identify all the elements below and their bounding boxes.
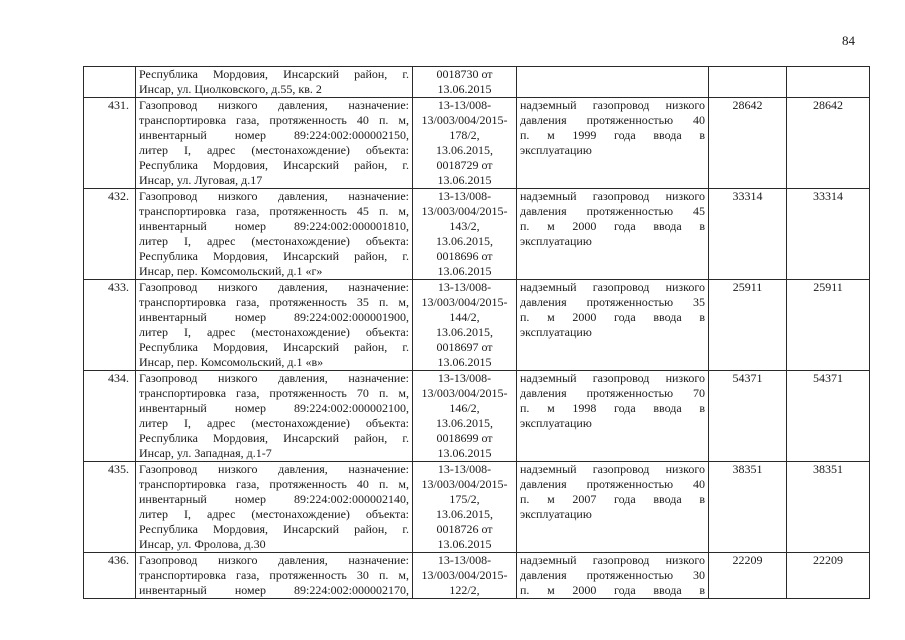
value-cell: 22209 xyxy=(709,553,787,599)
value-cell: 38351 xyxy=(709,462,787,553)
description-cell xyxy=(517,462,709,553)
reg-line: 13.06.2015 xyxy=(437,446,492,460)
description-cell xyxy=(517,553,709,599)
continuation-row xyxy=(84,67,870,98)
reg-line: 13.06.2015 xyxy=(437,82,492,96)
reg-line: 0018697 от xyxy=(436,340,493,354)
registration-cell xyxy=(413,462,517,553)
reg-line: 13/003/004/2015- xyxy=(421,477,508,491)
description-line: эксплуатацию xyxy=(520,143,592,157)
description-line: давления протяженностью 30 xyxy=(520,568,705,582)
description-line: эксплуатацию xyxy=(520,234,592,248)
name-line: Газопровод низкого давления, назначение: xyxy=(139,371,409,385)
description-cell xyxy=(517,280,709,371)
reg-line: 13-13/008- xyxy=(437,280,492,294)
value-cell: 28642 xyxy=(709,98,787,189)
name-line: литер I, адрес (местонахождение) объекта: xyxy=(139,325,409,339)
value-cell: 33314 xyxy=(787,189,870,280)
name-line: транспортировка газа, протяженность 70 п. м, xyxy=(139,386,409,400)
row-number-cell: 432. xyxy=(84,189,136,280)
page-number: 84 xyxy=(842,33,855,48)
object-name-cell xyxy=(136,67,413,98)
reg-line: 143/2, xyxy=(449,219,480,233)
property-table xyxy=(83,66,870,599)
name-line: Инсар, ул. Западная, д.1-7 xyxy=(139,446,272,460)
reg-line: 13-13/008- xyxy=(437,553,492,567)
name-line: инвентарный номер 89:224:002:000001810, xyxy=(139,219,409,233)
reg-line: 13/003/004/2015- xyxy=(421,204,508,218)
description-cell xyxy=(517,98,709,189)
reg-line: 0018729 от xyxy=(436,158,493,172)
row-number-cell: 434. xyxy=(84,371,136,462)
reg-line: 146/2, xyxy=(449,401,480,415)
description-line: давления протяженностью 40 xyxy=(520,113,705,127)
reg-line: 13.06.2015, xyxy=(436,507,493,521)
name-line: Инсар, пер. Комсомольский, д.1 «г» xyxy=(139,264,323,278)
row-number-cell: 431. xyxy=(84,98,136,189)
reg-line: 13-13/008- xyxy=(437,371,492,385)
name-line: Газопровод низкого давления, назначение: xyxy=(139,189,409,203)
reg-line: 13.06.2015 xyxy=(437,264,492,278)
reg-line: 178/2, xyxy=(449,128,480,142)
description-line: давления протяженностью 35 xyxy=(520,295,705,309)
value-cell: 22209 xyxy=(787,553,870,599)
name-line: Республика Мордовия, Инсарский район, г. xyxy=(139,522,409,536)
description-cell xyxy=(517,189,709,280)
object-name-cell xyxy=(136,371,413,462)
name-line: транспортировка газа, протяженность 35 п. м, xyxy=(139,295,409,309)
name-line: транспортировка газа, протяженность 30 п. м, xyxy=(139,568,409,582)
name-line: литер I, адрес (местонахождение) объекта: xyxy=(139,234,409,248)
value-cell: 25911 xyxy=(787,280,870,371)
description-line: п. м 1998 года ввода в xyxy=(520,401,705,415)
object-name-cell xyxy=(136,189,413,280)
row-number-cell: 436. xyxy=(84,553,136,599)
description-line: п. м 2000 года ввода в xyxy=(520,219,705,233)
description-line: п. м 2007 года ввода в xyxy=(520,492,705,506)
name-line: Инсар, пер. Комсомольский, д.1 «в» xyxy=(139,355,324,369)
registration-cell xyxy=(413,553,517,599)
name-line: Республика Мордовия, Инсарский район, г. xyxy=(139,340,409,354)
name-line: Газопровод низкого давления, назначение: xyxy=(139,462,409,476)
name-line: литер I, адрес (местонахождение) объекта: xyxy=(139,143,409,157)
description-cell xyxy=(517,371,709,462)
reg-line: 13.06.2015 xyxy=(437,355,492,369)
description-line: эксплуатацию xyxy=(520,507,592,521)
description-line: надземный газопровод низкого xyxy=(520,98,705,112)
table-row xyxy=(84,98,870,189)
row-number-cell: 435. xyxy=(84,462,136,553)
object-name-cell xyxy=(136,553,413,599)
reg-line: 0018730 от xyxy=(436,67,493,81)
description-line: давления протяженностью 45 xyxy=(520,204,705,218)
row-number-cell xyxy=(84,67,136,98)
value-cell: 54371 xyxy=(709,371,787,462)
registration-cell xyxy=(413,67,517,98)
name-line: инвентарный номер 89:224:002:000002150, xyxy=(139,128,409,142)
value-cell: 28642 xyxy=(787,98,870,189)
name-line: транспортировка газа, протяженность 45 п. м, xyxy=(139,204,409,218)
description-line: надземный газопровод низкого xyxy=(520,371,705,385)
reg-line: 13/003/004/2015- xyxy=(421,113,508,127)
name-line: Газопровод низкого давления, назначение: xyxy=(139,553,409,567)
row-number-cell: 433. xyxy=(84,280,136,371)
table-row xyxy=(84,462,870,553)
description-line: давления протяженностью 40 xyxy=(520,477,705,491)
description-line: п. м 2000 года ввода в xyxy=(520,583,705,597)
value-cell: 38351 xyxy=(787,462,870,553)
value-cell: 33314 xyxy=(709,189,787,280)
name-line: Газопровод низкого давления, назначение: xyxy=(139,98,409,112)
reg-line: 13/003/004/2015- xyxy=(421,568,508,582)
reg-line: 13-13/008- xyxy=(437,98,492,112)
registration-cell xyxy=(413,280,517,371)
description-line: п. м 2000 года ввода в xyxy=(520,310,705,324)
description-line: давления протяженностью 70 xyxy=(520,386,705,400)
value-cell: 25911 xyxy=(709,280,787,371)
description-line: надземный газопровод низкого xyxy=(520,462,705,476)
name-line: Республика Мордовия, Инсарский район, г. xyxy=(139,67,409,81)
registration-cell xyxy=(413,98,517,189)
value-cell xyxy=(787,67,870,98)
name-line: литер I, адрес (местонахождение) объекта: xyxy=(139,416,409,430)
name-line: инвентарный номер 89:224:002:000002140, xyxy=(139,492,409,506)
name-line: Газопровод низкого давления, назначение: xyxy=(139,280,409,294)
registration-cell xyxy=(413,371,517,462)
reg-line: 13/003/004/2015- xyxy=(421,295,508,309)
object-name-cell xyxy=(136,462,413,553)
value-cell xyxy=(709,67,787,98)
name-line: инвентарный номер 89:224:002:000002100, xyxy=(139,401,409,415)
name-line: Республика Мордовия, Инсарский район, г. xyxy=(139,158,409,172)
object-name-cell xyxy=(136,280,413,371)
reg-line: 122/2, xyxy=(449,583,480,597)
reg-line: 0018696 от xyxy=(436,249,493,263)
reg-line: 175/2, xyxy=(449,492,480,506)
name-line: литер I, адрес (местонахождение) объекта: xyxy=(139,507,409,521)
description-line: п. м 1999 года ввода в xyxy=(520,128,705,142)
name-line: Инсар, ул. Фролова, д.30 xyxy=(139,537,266,551)
reg-line: 144/2, xyxy=(449,310,480,324)
reg-line: 13-13/008- xyxy=(437,462,492,476)
reg-line: 13.06.2015 xyxy=(437,173,492,187)
reg-line: 13.06.2015 xyxy=(437,537,492,551)
reg-line: 13/003/004/2015- xyxy=(421,386,508,400)
description-line: надземный газопровод низкого xyxy=(520,189,705,203)
name-line: Республика Мордовия, Инсарский район, г. xyxy=(139,249,409,263)
description-line: надземный газопровод низкого xyxy=(520,553,705,567)
description-line: эксплуатацию xyxy=(520,416,592,430)
registration-cell xyxy=(413,189,517,280)
object-name-cell xyxy=(136,98,413,189)
name-line: инвентарный номер 89:224:002:000002170, xyxy=(139,583,409,597)
table-row xyxy=(84,371,870,462)
reg-line: 13-13/008- xyxy=(437,189,492,203)
name-line: Инсар, ул. Луговая, д.17 xyxy=(139,173,263,187)
reg-line: 0018699 от xyxy=(436,431,493,445)
reg-line: 13.06.2015, xyxy=(436,234,493,248)
table-row xyxy=(84,189,870,280)
reg-line: 0018726 от xyxy=(436,522,493,536)
name-line: Республика Мордовия, Инсарский район, г. xyxy=(139,431,409,445)
description-line: эксплуатацию xyxy=(520,325,592,339)
reg-line: 13.06.2015, xyxy=(436,416,493,430)
value-cell: 54371 xyxy=(787,371,870,462)
name-line: транспортировка газа, протяженность 40 п. м, xyxy=(139,477,409,491)
name-line: инвентарный номер 89:224:002:000001900, xyxy=(139,310,409,324)
reg-line: 13.06.2015, xyxy=(436,325,493,339)
description-cell xyxy=(517,67,709,98)
name-line: Инсар, ул. Циолковского, д.55, кв. 2 xyxy=(139,82,322,96)
description-line: надземный газопровод низкого xyxy=(520,280,705,294)
table-row xyxy=(84,280,870,371)
reg-line: 13.06.2015, xyxy=(436,143,493,157)
name-line: транспортировка газа, протяженность 40 п. м, xyxy=(139,113,409,127)
table-row xyxy=(84,553,870,599)
